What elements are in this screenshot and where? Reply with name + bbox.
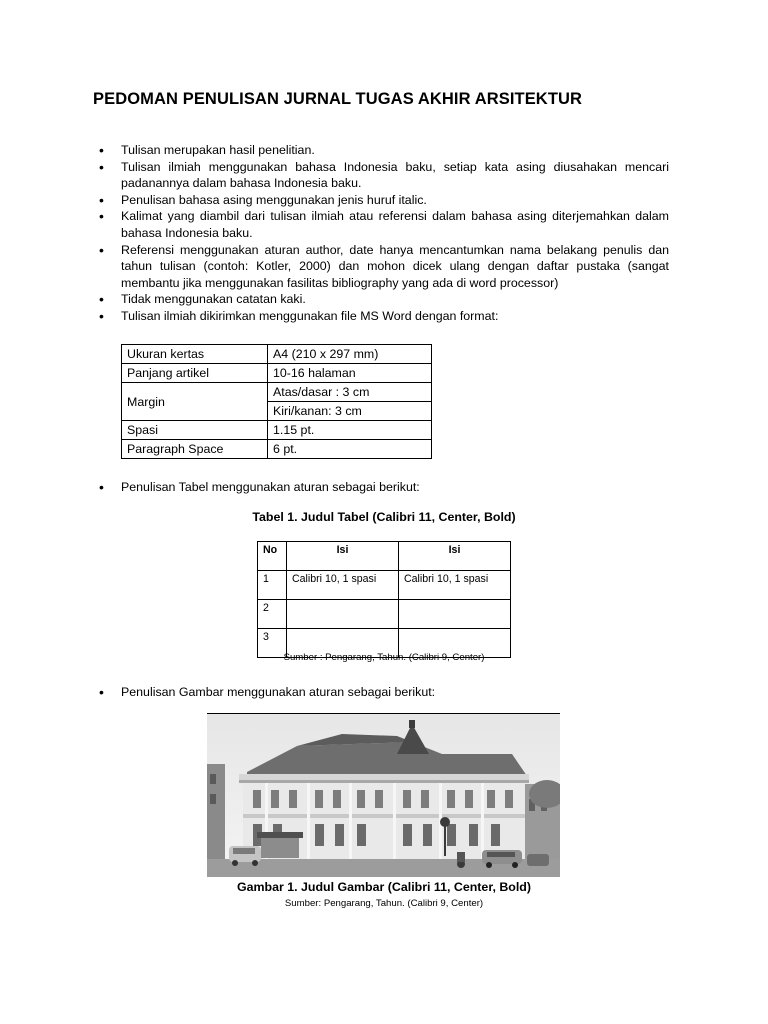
building-illustration <box>207 714 560 877</box>
table-header: No <box>258 542 287 571</box>
table-row <box>122 383 432 402</box>
figure-caption: Gambar 1. Judul Gambar (Calibri 11, Center, Bold) <box>236 880 531 894</box>
table-cell: Ukuran kertas <box>122 345 268 364</box>
format-table <box>121 344 432 459</box>
table-header: Isi <box>287 542 399 571</box>
example-table <box>257 541 511 658</box>
list-item: • Penulisan bahasa asing menggunakan jenis huruf italic. <box>100 192 669 209</box>
table-caption: Tabel 1. Judul Tabel (Calibri 11, Center, Bold) <box>252 510 516 524</box>
table-row <box>258 571 511 600</box>
building-photo <box>207 713 560 877</box>
list-item: • Tulisan ilmiah menggunakan bahasa Indonesia baku, setiap kata asing diusahakan mencari padanannya dalam bahasa Indonesia baku. <box>100 159 669 192</box>
table-cell: Atas/dasar : 3 cm <box>268 383 432 402</box>
table-cell: Kiri/kanan: 3 cm <box>268 402 432 421</box>
figure-rule-bullet: • Penulisan Gambar menggunakan aturan sebagai berikut: <box>100 684 690 701</box>
document-title: PEDOMAN PENULISAN JURNAL TUGAS AKHIR ARSITEKTUR <box>93 90 583 108</box>
table-cell: Panjang artikel <box>122 364 268 383</box>
table-row <box>122 421 432 440</box>
table-cell: 1.15 pt. <box>268 421 432 440</box>
table-source: Sumber : Pengarang, Tahun. (Calibri 9, Center) <box>283 652 485 663</box>
table-cell: 3 <box>258 629 287 658</box>
table-cell: Spasi <box>122 421 268 440</box>
table-row <box>122 364 432 383</box>
table-row <box>258 542 511 571</box>
table-row <box>258 600 511 629</box>
table-cell: 1 <box>258 571 287 600</box>
table-row <box>122 345 432 364</box>
list-item: • Referensi menggunakan aturan author, date hanya mencantumkan nama belakang penulis dan tahun tulisan (contoh: Kotler, 2000) dan mohon dicek ulang dengan daftar pustaka (sangat membantu jika menggunakan fasilitas bibliography yang ada di word processor) <box>100 242 669 292</box>
table-cell: 10-16 halaman <box>268 364 432 383</box>
guideline-list <box>100 142 669 325</box>
table-cell: Calibri 10, 1 spasi <box>399 571 511 600</box>
figure-source: Sumber: Pengarang, Tahun. (Calibri 9, Center) <box>284 898 484 909</box>
table-cell: A4 (210 x 297 mm) <box>268 345 432 364</box>
table-cell: Margin <box>122 383 268 421</box>
list-item: • Tidak menggunakan catatan kaki. <box>100 291 669 308</box>
table-row <box>122 440 432 459</box>
table-cell: 2 <box>258 600 287 629</box>
table-cell <box>399 600 511 629</box>
table-cell: Calibri 10, 1 spasi <box>287 571 399 600</box>
table-cell <box>287 600 399 629</box>
table-cell: Paragraph Space <box>122 440 268 459</box>
table-header: Isi <box>399 542 511 571</box>
list-item: • Kalimat yang diambil dari tulisan ilmiah atau referensi dalam bahasa asing diterjemahkan dalam bahasa Indonesia baku. <box>100 208 669 241</box>
table-rule-bullet: • Penulisan Tabel menggunakan aturan sebagai berikut: <box>100 479 690 496</box>
list-item: • Tulisan merupakan hasil penelitian. <box>100 142 669 159</box>
list-item: • Tulisan ilmiah dikirimkan menggunakan file MS Word dengan format: <box>100 308 669 325</box>
table-cell: 6 pt. <box>268 440 432 459</box>
